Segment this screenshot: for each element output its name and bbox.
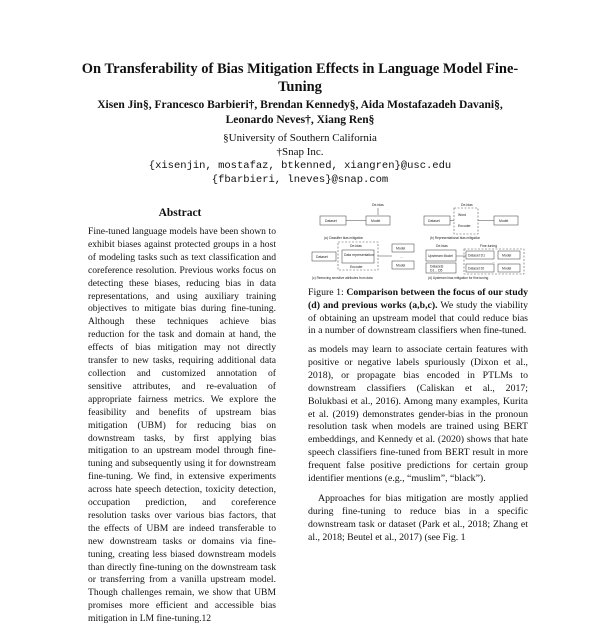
body-text-right: [308, 344, 528, 552]
panel-d-finetuning-label: Fine-tuning: [480, 244, 497, 248]
panel-b-caption: (b) Representational bias mitigation: [430, 236, 481, 240]
abstract-text: Fine-tuned language models have been shown to exhibit biases against protected groups in a host of modeling tasks such as text classification and coreference resolution. Previous works focus on detecting these biases, reducing bias in data representations, and using auxiliary training objectives to mitigate bias during fine-tuning. Although these techniques achieve bias reduction for the task and domain at hand, the effects of bias mitigation may not directly transfer to new tasks, requiring additional data collection and customized annotation of sensitive attributes, and re-evaluation of appropriate fairness metrics. We explore the feasibility and benefits of upstream bias mitigation (UBM) for reducing bias on downstream tasks, by first applying bias mitigation to an upstream model through fine-tuning and subsequently using it for downstream fine-tuning. We find, in extensive experiments across hate speech detection, toxicity detection, occupation prediction, and coreference resolution tasks over various bias factors, that the effects of UBM are indeed transferable to new downstream tasks or domains via fine-tuning, creating less biased downstream models than directly fine-tuning on the downstream task or transferring from a vanilla upstream model. Though challenges remain, we show that UBM promises more efficient and accessible bias mitigation in LM fine-tuning.12: [88, 226, 276, 625]
panel-a-dataset-label: Dataset: [325, 219, 337, 223]
panel-c-dataset-label: Dataset: [316, 255, 328, 259]
panel-b-debias-label: De-bias: [461, 203, 473, 207]
panel-c-representation-label: Data representation: [344, 253, 374, 257]
affiliations: [60, 131, 540, 187]
caption-rest: We study the viability of obtaining an upstream model that could reduce bias in a number of downstream classifiers when fine-tuned.: [308, 299, 529, 337]
panel-c-caption: (c) Removing sensitive attributes from data: [312, 276, 373, 280]
panel-d-datasets-sub: D1 .. D5: [430, 268, 443, 273]
email-snap: {fbarbieri, lneves}@snap.com: [211, 174, 389, 186]
affiliation-usc: §University of Southern California: [223, 132, 377, 144]
caption-bold: Comparison between the focus of our study (d) and previous works (a,b,c).: [308, 287, 528, 311]
panel-d-model2-label: Model: [502, 266, 512, 271]
email-usc: {xisenjin, mostafaz, btkenned, xiangren}@usc.edu: [148, 160, 452, 172]
panel-c-model-label-2: Model: [396, 263, 406, 268]
abstract-heading: Abstract: [158, 207, 202, 219]
panel-a: [320, 203, 390, 240]
panel-d-dataset1-label: Dataset D1: [468, 253, 485, 258]
authors-line-2: Leonardo Neves†, Xiang Ren§: [225, 114, 375, 126]
panel-a-debias-label: De-bias: [372, 203, 384, 207]
panel-b-model-label: Model: [499, 219, 509, 223]
panel-b-encoder-box: [454, 208, 478, 234]
panel-c-model-label-1: Model: [396, 246, 406, 251]
caption-lead: Figure 1:: [308, 287, 344, 298]
panel-d-caption: (d) Upstream bias mitigation for fine-tuning: [428, 276, 489, 280]
author-list: [40, 98, 560, 128]
panel-c-encoder-label: Encoder: [350, 265, 363, 269]
authors-line-1: Xisen Jin§, Francesco Barbieri†, Brendan Kennedy§, Aida Mostafazadeh Davani§,: [97, 99, 503, 111]
figure-1-caption: [308, 287, 528, 338]
body-paragraph-2: Approaches for bias mitigation are mostly applied during fine-tuning to reduce bias in a specific downstream task or dataset (Park et al., 2018; Zhang et al., 2018; Beutel et al., 2017) (see Fig. 1: [308, 492, 528, 543]
panel-b-word-label: Word: [458, 213, 467, 217]
panel-d-datasets-label: Datasets: [430, 264, 444, 269]
panel-d: [426, 244, 524, 280]
affiliation-snap: †Snap Inc.: [276, 146, 324, 158]
paper-title: On Transferability of Bias Mitigation Effects in Language Model Fine-Tuning: [81, 61, 519, 95]
panel-c-model-dots: ...: [400, 255, 403, 259]
panel-b-dataset-label: Dataset: [428, 219, 440, 223]
panel-d-ellipsis: …: [492, 260, 496, 264]
panel-b: [424, 203, 518, 240]
panel-a-model-label: Model: [371, 219, 381, 223]
panel-d-model1-label: Model: [502, 253, 512, 258]
panel-d-upstream-label: Upstream Model: [428, 254, 453, 258]
body-paragraph-1: as models may learn to associate certain features with positive or negative labels spuriously (Dixon et al., 2018), or propagate bias encoded in PTLMs to downstream classifiers (Caliskan et al., 2017; Bolukbasi et al., 2016). Among many examples, Kurita et al. (2019) demonstrates gender-bias in the pronoun resolution task when models are trained using BERT embeddings, and Kennedy et al. (2020) shows that hate speech classifiers fine-tuned from BERT result in more frequent false positive predictions for certain group identifier mentions (e.g., “muslim”, “black”).: [308, 344, 528, 485]
panel-d-datasett-label: Dataset Dt: [468, 266, 485, 271]
panel-b-encoder-label: Encoder: [458, 224, 471, 228]
panel-c-debias-label: De-bias: [350, 244, 362, 248]
panel-a-caption: (a) Classifier bias mitigation: [324, 236, 364, 240]
figure-1-diagram: [308, 200, 528, 282]
panel-d-debias-label: De-bias: [436, 244, 448, 248]
panel-c: [312, 242, 414, 280]
